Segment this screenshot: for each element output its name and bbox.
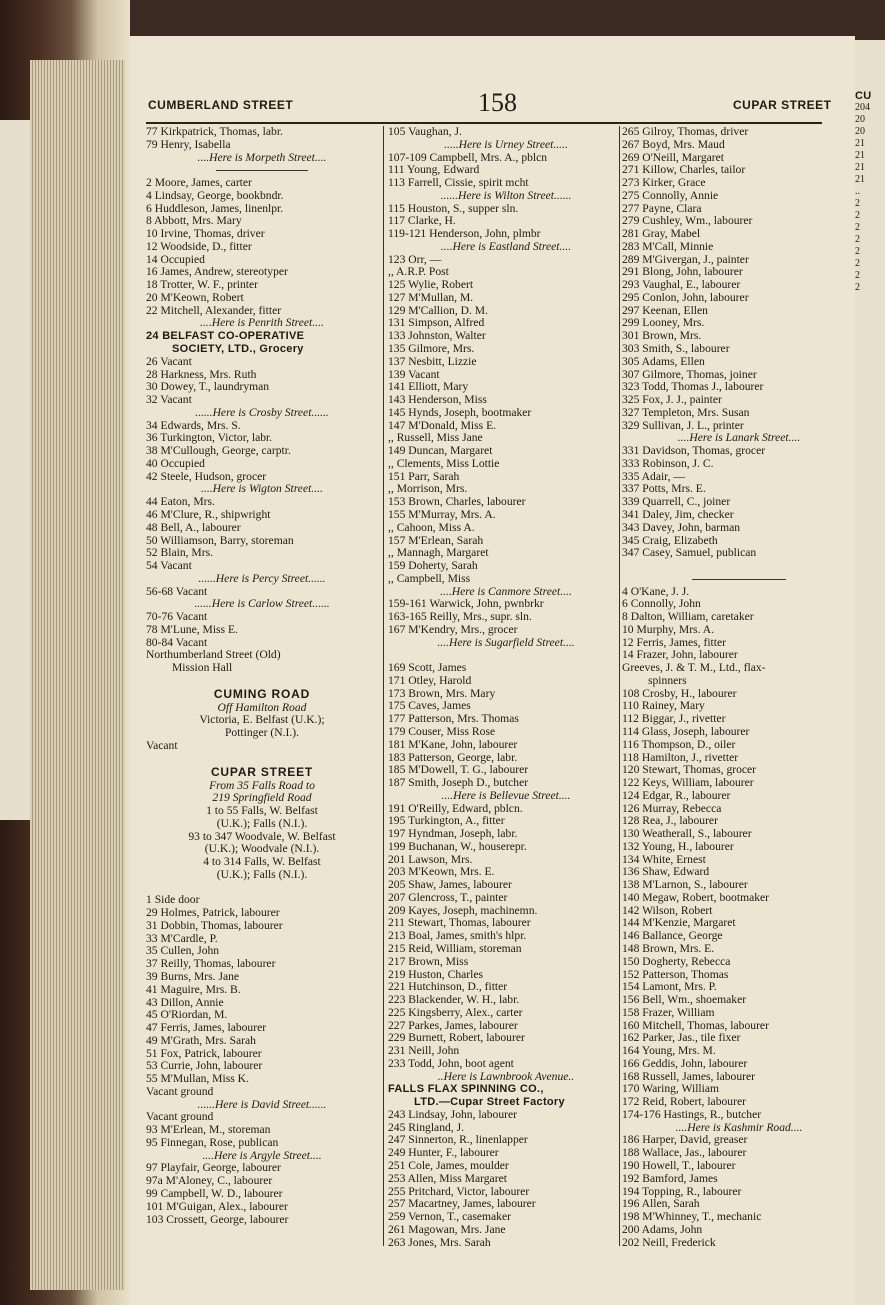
directory-entry: 93 M'Erlean, M., storeman	[146, 1124, 271, 1137]
directory-entry: 207 Glencross, T., painter	[388, 891, 508, 904]
directory-entry: 166 Geddis, John, labourer	[622, 1057, 748, 1070]
directory-entry: 105 Vaughan, J.	[388, 126, 462, 138]
directory-entry: 299 Looney, Mrs.	[622, 317, 705, 330]
directory-entry: 331 Davidson, Thomas, grocer	[622, 445, 766, 458]
cross-street-marker: ....Here is Morpeth Street....	[197, 151, 327, 164]
directory-entry: 20 M'Keown, Robert	[146, 291, 244, 304]
directory-entry: 41 Maguire, Mrs. B.	[146, 983, 241, 996]
cross-street-marker: ....Here is Bellevue Street....	[441, 789, 571, 802]
directory-entry: 159-161 Warwick, John, pwnbrkr	[388, 598, 544, 611]
directory-entry: 202 Neill, Frederick	[622, 1236, 716, 1249]
directory-entry: 120 Stewart, Thomas, grocer	[622, 764, 757, 777]
directory-entry: 279 Cushley, Wm., labourer	[622, 215, 753, 228]
directory-entry: 269 O'Neill, Margaret	[622, 151, 725, 164]
directory-entry: 154 Lamont, Mrs. P.	[622, 981, 717, 994]
next-page-number: ..	[855, 186, 860, 197]
section-divider	[146, 164, 378, 177]
next-page-number: 204	[855, 102, 870, 113]
running-head-left: CUMBERLAND STREET	[148, 98, 294, 112]
directory-entry: 249 Hunter, F., labourer	[388, 1147, 499, 1160]
business-entry: 24 BELFAST CO-OPERATIVE	[146, 330, 305, 343]
street-heading: CUPAR STREET	[210, 765, 314, 779]
directory-entry: 6 Huddleson, James, linenlpr.	[146, 202, 284, 215]
directory-entry: 33 M'Cardle, P.	[146, 932, 218, 945]
directory-entry: 325 Fox, J. J., painter	[622, 394, 722, 407]
directory-entry: 185 M'Dowell, T. G., labourer	[388, 764, 529, 777]
directory-entry: spinners	[648, 674, 687, 687]
directory-entry: 110 Rainey, Mary	[622, 700, 705, 713]
directory-entry: 307 Gilmore, Thomas, joiner	[622, 368, 757, 381]
directory-entry: 128 Rea, J., labourer	[622, 815, 718, 828]
directory-entry: 251 Cole, James, moulder	[388, 1160, 509, 1173]
directory-entry: 213 Boal, James, smith's hlpr.	[388, 930, 527, 943]
directory-entry: 231 Neill, John	[388, 1045, 460, 1058]
directory-entry: 172 Reid, Robert, labourer	[622, 1096, 746, 1109]
cross-street-marker: ....Here is Kashmir Road....	[675, 1121, 803, 1134]
directory-entry: 117 Clarke, H.	[388, 215, 456, 228]
next-page-header: CU	[855, 90, 872, 102]
directory-entry: 46 M'Clure, R., shipwright	[146, 508, 271, 521]
directory-entry: 37 Reilly, Thomas, labourer	[146, 958, 276, 971]
directory-entry: 10 Irvine, Thomas, driver	[146, 228, 265, 241]
directory-entry: 126 Murray, Rebecca	[622, 802, 722, 815]
directory-entry: 143 Henderson, Miss	[388, 394, 487, 407]
directory-entry: 14 Frazer, John, labourer	[622, 649, 738, 662]
directory-entry: 134 White, Ernest	[622, 853, 706, 866]
directory-entry: 127 M'Mullan, M.	[388, 291, 474, 304]
directory-entry: 217 Brown, Miss	[388, 955, 469, 968]
directory-entry: 341 Daley, Jim, checker	[622, 508, 734, 521]
previous-page-fragment	[0, 120, 30, 820]
directory-entry: 186 Harper, David, greaser	[622, 1134, 748, 1147]
directory-entry: 32 Vacant	[146, 394, 192, 407]
directory-entry: 174-176 Hastings, R., butcher	[622, 1108, 762, 1121]
directory-entry: 135 Gilmore, Mrs.	[388, 343, 475, 356]
directory-entry: 18 Trotter, W. F., printer	[146, 279, 258, 292]
next-page-number: 20	[855, 114, 865, 125]
directory-entry: 108 Crosby, H., labourer	[622, 687, 737, 700]
directory-entry: 125 Wylie, Robert	[388, 279, 474, 292]
directory-entry: 196 Allen, Sarah	[622, 1198, 700, 1211]
directory-entry: 283 M'Call, Minnie	[622, 240, 714, 253]
directory-entry: 53 Currie, John, labourer	[146, 1060, 263, 1073]
directory-entry: 200 Adams, John	[622, 1223, 703, 1236]
header-rule	[146, 122, 822, 124]
directory-entry: 78 M'Lune, Miss E.	[146, 623, 238, 636]
next-page-number: 21	[855, 162, 865, 173]
directory-entry: 1 Side door	[146, 894, 200, 907]
directory-entry: 219 Huston, Charles	[388, 968, 483, 981]
directory-entry: 169 Scott, James	[388, 662, 467, 675]
cross-street-marker: .....Here is Urney Street.....	[444, 138, 568, 151]
directory-entry: 31 Dobbin, Thomas, labourer	[146, 919, 283, 932]
directory-entry: 149 Duncan, Margaret	[388, 445, 493, 458]
next-page-number: 2	[855, 246, 860, 257]
directory-entry: 115 Houston, S., supper sln.	[388, 202, 519, 215]
ward-info: Victoria, E. Belfast (U.K.);	[199, 714, 325, 727]
directory-entry: ,, Cahoon, Miss A.	[388, 521, 475, 534]
street-subheading: Off Hamilton Road	[217, 701, 307, 714]
directory-entry: 101 M'Guigan, Alex., labourer	[146, 1200, 288, 1213]
directory-entry: 12 Woodside, D., fitter	[146, 240, 252, 253]
directory-entry: 303 Smith, S., labourer	[622, 343, 730, 356]
directory-entry: 275 Connolly, Annie	[622, 189, 719, 202]
ward-info: (U.K.); Falls (N.I.).	[216, 868, 308, 881]
directory-entry: 137 Nesbitt, Lizzie	[388, 355, 477, 368]
directory-entry: 277 Payne, Clara	[622, 202, 702, 215]
directory-entry: 203 M'Keown, Mrs. E.	[388, 866, 495, 879]
directory-entry: 173 Brown, Mrs. Mary	[388, 687, 496, 700]
directory-entry: 327 Templeton, Mrs. Susan	[622, 406, 750, 419]
directory-entry: 138 M'Larnon, S., labourer	[622, 879, 748, 892]
directory-entry: 215 Reid, William, storeman	[388, 943, 522, 955]
directory-entry: 22 Mitchell, Alexander, fitter	[146, 304, 282, 317]
spacer	[146, 753, 378, 766]
directory-entry: 183 Patterson, George, labr.	[388, 751, 518, 764]
cross-street-marker: ....Here is Canmore Street....	[440, 585, 572, 598]
section-divider	[622, 573, 856, 586]
directory-entry: 99 Campbell, W. D., labourer	[146, 1188, 283, 1201]
column-2	[388, 126, 624, 1249]
directory-entry: Northumberland Street (Old)	[146, 649, 281, 662]
directory-entry: ,, Mannagh, Margaret	[388, 547, 489, 560]
directory-entry: 147 M'Donald, Miss E.	[388, 419, 497, 432]
next-page-fragment	[855, 40, 885, 1305]
cross-street-marker: ......Here is David Street......	[197, 1098, 327, 1111]
next-page-numbers	[855, 102, 885, 294]
spacer	[388, 649, 624, 662]
directory-entry: 153 Brown, Charles, labourer	[388, 496, 526, 509]
ward-info: 93 to 347 Woodvale, W. Belfast	[188, 830, 336, 843]
directory-entry: 113 Farrell, Cissie, spirit mcht	[388, 177, 529, 190]
next-page-number: 2	[855, 282, 860, 293]
cross-street-marker: ......Here is Percy Street......	[198, 572, 326, 585]
spacer	[622, 560, 856, 573]
directory-entry: 38 M'Cullough, George, carptr.	[146, 445, 291, 458]
spacer	[146, 675, 378, 688]
directory-entry: 12 Ferris, James, fitter	[622, 636, 726, 649]
directory-entry: 151 Parr, Sarah	[388, 470, 460, 483]
directory-entry: 263 Jones, Mrs. Sarah	[388, 1236, 491, 1249]
directory-entry: Vacant ground	[146, 1085, 214, 1098]
directory-entry: 142 Wilson, Robert	[622, 904, 713, 917]
directory-entry: 164 Young, Mrs. M.	[622, 1045, 716, 1058]
directory-entry: 158 Frazer, William	[622, 1006, 715, 1019]
directory-entry: Vacant	[146, 739, 178, 752]
directory-entry: ,, Clements, Miss Lottie	[388, 457, 500, 470]
directory-entry: 225 Kingsberry, Alex., carter	[388, 1006, 523, 1019]
directory-entry: 188 Wallace, Jas., labourer	[622, 1147, 747, 1160]
cross-street-marker: ....Here is Wigton Street....	[201, 483, 323, 496]
next-page-number: 21	[855, 174, 865, 185]
directory-entry: Greeves, J. & T. M., Ltd., flax-	[622, 662, 766, 675]
cross-street-marker: ....Here is Lanark Street....	[677, 432, 801, 445]
directory-entry: 168 Russell, James, labourer	[622, 1070, 755, 1083]
directory-entry: 157 M'Erlean, Sarah	[388, 534, 484, 547]
directory-entry: 265 Gilroy, Thomas, driver	[622, 126, 749, 138]
ward-info: 1 to 55 Falls, W. Belfast	[206, 805, 318, 818]
directory-entry: 209 Kayes, Joseph, machinemn.	[388, 904, 538, 917]
directory-entry: 195 Turkington, A., fitter	[388, 815, 505, 828]
directory-entry: 132 Young, H., labourer	[622, 840, 734, 853]
directory-entry: 45 O'Riordan, M.	[146, 1009, 228, 1022]
directory-entry: 136 Shaw, Edward	[622, 866, 710, 879]
directory-entry: 301 Brown, Mrs.	[622, 330, 702, 343]
directory-entry: 77 Kirkpatrick, Thomas, labr.	[146, 126, 283, 138]
directory-entry: 129 M'Callion, D. M.	[388, 304, 488, 317]
directory-entry: 162 Parker, Jas., tile fixer	[622, 1032, 741, 1045]
directory-entry: 4 Lindsay, George, bookbndr.	[146, 189, 284, 202]
directory-entry: 181 M'Kane, John, labourer	[388, 738, 518, 751]
column-3	[622, 126, 856, 1249]
directory-entry: 10 Murphy, Mrs. A.	[622, 623, 715, 636]
directory-entry: 124 Edgar, R., labourer	[622, 789, 731, 802]
directory-entry: 229 Burnett, Robert, labourer	[388, 1032, 525, 1045]
directory-entry: 107-109 Campbell, Mrs. A., pblcn	[388, 151, 548, 164]
ward-info: (U.K.); Woodvale (N.I.).	[204, 843, 320, 856]
directory-entry: 131 Simpson, Alfred	[388, 317, 485, 330]
directory-entry: 179 Couser, Miss Rose	[388, 725, 496, 738]
page-number: 158	[478, 88, 517, 117]
directory-entry: 201 Lawson, Mrs.	[388, 853, 473, 866]
directory-entry: 48 Bell, A., labourer	[146, 521, 241, 534]
directory-entry: 95 Finnegan, Rose, publican	[146, 1136, 279, 1149]
directory-entry: 123 Orr, —	[388, 253, 442, 266]
directory-entry: 197 Hyndman, Joseph, labr.	[388, 828, 518, 841]
directory-entry: Mission Hall	[172, 662, 233, 675]
next-page-number: 2	[855, 270, 860, 281]
directory-entry: 97a M'Aloney, C., labourer	[146, 1175, 273, 1188]
directory-entry: 114 Glass, Joseph, labourer	[622, 725, 750, 738]
directory-entry: 170 Waring, William	[622, 1083, 720, 1096]
directory-entry: 148 Brown, Mrs. E.	[622, 943, 715, 955]
directory-entry: 267 Boyd, Mrs. Maud	[622, 138, 725, 151]
directory-entry: 97 Playfair, George, labourer	[146, 1162, 281, 1175]
directory-entry: 297 Keenan, Ellen	[622, 304, 708, 317]
directory-entry: 198 M'Whinney, T., mechanic	[622, 1211, 762, 1224]
directory-entry: 199 Buchanan, W., houserepr.	[388, 840, 527, 853]
directory-entry: 39 Burns, Mrs. Jane	[146, 971, 240, 983]
directory-entry: 245 Ringland, J.	[388, 1121, 465, 1134]
directory-entry: 51 Fox, Patrick, labourer	[146, 1047, 262, 1060]
directory-entry: 293 Vaughal, E., labourer	[622, 279, 741, 292]
directory-entry: 211 Stewart, Thomas, labourer	[388, 917, 531, 930]
directory-entry: 103 Crossett, George, labourer	[146, 1213, 289, 1226]
directory-entry: 194 Topping, R., labourer	[622, 1185, 742, 1198]
cross-street-marker: ......Here is Wilton Street......	[440, 189, 572, 202]
cross-street-marker: ..Here is Lawnbrook Avenue..	[437, 1070, 575, 1083]
directory-entry: 118 Hamilton, J., rivetter	[622, 751, 739, 764]
column-divider	[383, 126, 384, 1246]
directory-entry: 130 Weatherall, S., labourer	[622, 828, 752, 841]
street-heading: CUMING ROAD	[213, 687, 311, 701]
directory-entry: 141 Elliott, Mary	[388, 381, 469, 394]
page-edges	[30, 60, 125, 1290]
directory-entry: 30 Dowey, T., laundryman	[146, 381, 270, 394]
directory-entry: 329 Sullivan, J. L., printer	[622, 419, 744, 432]
directory-entry: 14 Occupied	[146, 253, 205, 266]
directory-entry: 116 Thompson, D., oiler	[622, 738, 736, 751]
column-divider	[619, 126, 620, 1246]
directory-entry: 295 Conlon, John, labourer	[622, 291, 749, 304]
next-page-number: 20	[855, 126, 865, 137]
next-page-number: 2	[855, 210, 860, 221]
directory-entry: 26 Vacant	[146, 355, 192, 368]
directory-entry: ,, Russell, Miss Jane	[388, 432, 483, 445]
directory-entry: 175 Caves, James	[388, 700, 471, 713]
directory-entry: 44 Eaton, Mrs.	[146, 496, 215, 509]
cross-street-marker: ....Here is Argyle Street....	[202, 1149, 322, 1162]
ward-info: 4 to 314 Falls, W. Belfast	[203, 856, 321, 869]
directory-entry: 139 Vacant	[388, 368, 440, 381]
directory-entry: 255 Pritchard, Victor, labourer	[388, 1185, 530, 1198]
directory-entry: 150 Dogherty, Rebecca	[622, 955, 731, 968]
directory-entry: 223 Blackender, W. H., labr.	[388, 994, 520, 1007]
next-page-number: 2	[855, 222, 860, 233]
column-1	[146, 126, 378, 1226]
directory-entry: 259 Vernon, T., casemaker	[388, 1211, 511, 1224]
directory-entry: 54 Vacant	[146, 560, 192, 573]
directory-entry: 43 Dillon, Annie	[146, 996, 224, 1009]
directory-entry: 177 Patterson, Mrs. Thomas	[388, 713, 519, 726]
cross-street-marker: ....Here is Eastland Street....	[440, 240, 572, 253]
directory-entry: 273 Kirker, Grace	[622, 177, 706, 190]
directory-entry: 140 Megaw, Robert, bootmaker	[622, 891, 770, 904]
directory-entry: 40 Occupied	[146, 457, 205, 470]
ward-info: Pottinger (N.I.).	[224, 727, 300, 740]
directory-entry: 55 M'Mullan, Miss K.	[146, 1073, 249, 1086]
directory-entry: ,, Morrison, Mrs.	[388, 483, 468, 496]
directory-entry: 257 Macartney, James, labourer	[388, 1198, 536, 1211]
next-page-number: 2	[855, 198, 860, 209]
street-subheading: From 35 Falls Road to	[209, 779, 315, 792]
directory-entry: 253 Allen, Miss Margaret	[388, 1172, 507, 1185]
directory-entry: 155 M'Murray, Mrs. A.	[388, 508, 496, 521]
directory-entry: 6 Connolly, John	[622, 598, 701, 611]
directory-entry: 227 Parkes, James, labourer	[388, 1019, 518, 1032]
directory-entry: 112 Biggar, J., rivetter	[622, 713, 726, 726]
directory-entry: 159 Doherty, Sarah	[388, 560, 478, 573]
directory-entry: 160 Mitchell, Thomas, labourer	[622, 1019, 769, 1032]
directory-entry: 133 Johnston, Walter	[388, 330, 486, 343]
next-page-number: 2	[855, 258, 860, 269]
directory-entry: 8 Dalton, William, caretaker	[622, 611, 754, 624]
directory-entry: 271 Killow, Charles, tailor	[622, 164, 746, 177]
directory-entry: 345 Craig, Elizabeth	[622, 534, 718, 547]
next-page-number: 2	[855, 234, 860, 245]
directory-entry: 152 Patterson, Thomas	[622, 968, 729, 981]
directory-entry: 50 Williamson, Barry, storeman	[146, 534, 294, 547]
directory-entry: 339 Quarrell, C., joiner	[622, 496, 731, 509]
directory-entry: 122 Keys, William, labourer	[622, 777, 754, 790]
directory-entry: 281 Gray, Mabel	[622, 228, 701, 241]
directory-entry: 35 Cullen, John	[146, 945, 220, 958]
street-subheading: 219 Springfield Road	[212, 792, 312, 805]
directory-entry: 70-76 Vacant	[146, 611, 208, 624]
directory-entry: 146 Ballance, George	[622, 930, 723, 943]
business-entry: SOCIETY, LTD., Grocery	[172, 343, 304, 356]
directory-entry: 305 Adams, Ellen	[622, 355, 705, 368]
cross-street-marker: ....Here is Penrith Street....	[200, 317, 324, 330]
directory-entry: 47 Ferris, James, labourer	[146, 1022, 267, 1035]
business-entry: FALLS FLAX SPINNING CO.,	[388, 1083, 544, 1096]
directory-entry: 2 Moore, James, carter	[146, 177, 252, 190]
directory-entry: 347 Casey, Samuel, publican	[622, 547, 757, 560]
directory-entry: 80-84 Vacant	[146, 636, 208, 649]
directory-entry: 291 Blong, John, labourer	[622, 266, 743, 279]
directory-entry: Vacant ground	[146, 1111, 214, 1124]
spacer	[146, 882, 378, 895]
directory-entry: 8 Abbott, Mrs. Mary	[146, 215, 242, 228]
directory-entry: 191 O'Reilly, Edward, pblcn.	[388, 802, 523, 815]
directory-entry: 42 Steele, Hudson, grocer	[146, 470, 267, 483]
directory-entry: 333 Robinson, J. C.	[622, 457, 714, 470]
directory-entry: 29 Holmes, Patrick, labourer	[146, 907, 280, 920]
directory-entry: 36 Turkington, Victor, labr.	[146, 432, 273, 445]
directory-entry: 221 Hutchinson, D., fitter	[388, 981, 508, 994]
directory-entry: 233 Todd, John, boot agent	[388, 1057, 514, 1070]
running-head-right: CUPAR STREET	[733, 98, 832, 112]
directory-entry: 289 M'Givergan, J., painter	[622, 253, 749, 266]
directory-entry: 337 Potts, Mrs. E.	[622, 483, 706, 496]
directory-entry: 49 M'Grath, Mrs. Sarah	[146, 1034, 256, 1047]
directory-entry: 156 Bell, Wm., shoemaker	[622, 994, 747, 1007]
directory-entry: 79 Henry, Isabella	[146, 138, 231, 151]
cross-street-marker: ......Here is Carlow Street......	[194, 598, 330, 611]
directory-entry: 323 Todd, Thomas J., labourer	[622, 381, 764, 394]
ward-info: (U.K.); Falls (N.I.).	[216, 817, 308, 830]
directory-entry: 335 Adair, —	[622, 470, 685, 483]
directory-entry: 187 Smith, Joseph D., butcher	[388, 777, 529, 790]
directory-entry: ,, A.R.P. Post	[388, 266, 449, 279]
directory-entry: 192 Bamford, James	[622, 1172, 718, 1185]
cross-street-marker: ....Here is Sugarfield Street....	[437, 636, 575, 649]
directory-entry: 16 James, Andrew, stereotyper	[146, 266, 288, 279]
directory-entry: 190 Howell, T., labourer	[622, 1160, 736, 1173]
directory-entry: 28 Harkness, Mrs. Ruth	[146, 368, 257, 381]
directory-entry: 145 Hynds, Joseph, bootmaker	[388, 406, 532, 419]
cross-street-marker: ......Here is Crosby Street......	[195, 406, 329, 419]
directory-entry: 52 Blain, Mrs.	[146, 547, 213, 560]
directory-entry: 343 Davey, John, barman	[622, 521, 741, 534]
directory-entry: ,, Campbell, Miss	[388, 572, 471, 585]
directory-entry: 56-68 Vacant	[146, 585, 208, 598]
next-page-number: 21	[855, 138, 865, 149]
directory-entry: 34 Edwards, Mrs. S.	[146, 419, 241, 432]
directory-entry: 4 O'Kane, J. J.	[622, 585, 690, 598]
directory-entry: 171 Otley, Harold	[388, 674, 472, 687]
directory-entry: 247 Sinnerton, R., linenlapper	[388, 1134, 528, 1147]
directory-entry: 167 M'Kendry, Mrs., grocer	[388, 623, 518, 636]
directory-entry: 111 Young, Edward	[388, 164, 480, 177]
directory-entry: 243 Lindsay, John, labourer	[388, 1108, 518, 1121]
directory-entry: 144 M'Kenzie, Margaret	[622, 917, 736, 930]
business-entry: LTD.—Cupar Street Factory	[414, 1096, 565, 1109]
directory-entry: 261 Magowan, Mrs. Jane	[388, 1223, 506, 1236]
directory-entry: 163-165 Reilly, Mrs., supr. sln.	[388, 611, 532, 624]
next-page-number: 21	[855, 150, 865, 161]
directory-entry: 119-121 Henderson, John, plmbr	[388, 228, 541, 241]
directory-entry: 205 Shaw, James, labourer	[388, 879, 512, 892]
